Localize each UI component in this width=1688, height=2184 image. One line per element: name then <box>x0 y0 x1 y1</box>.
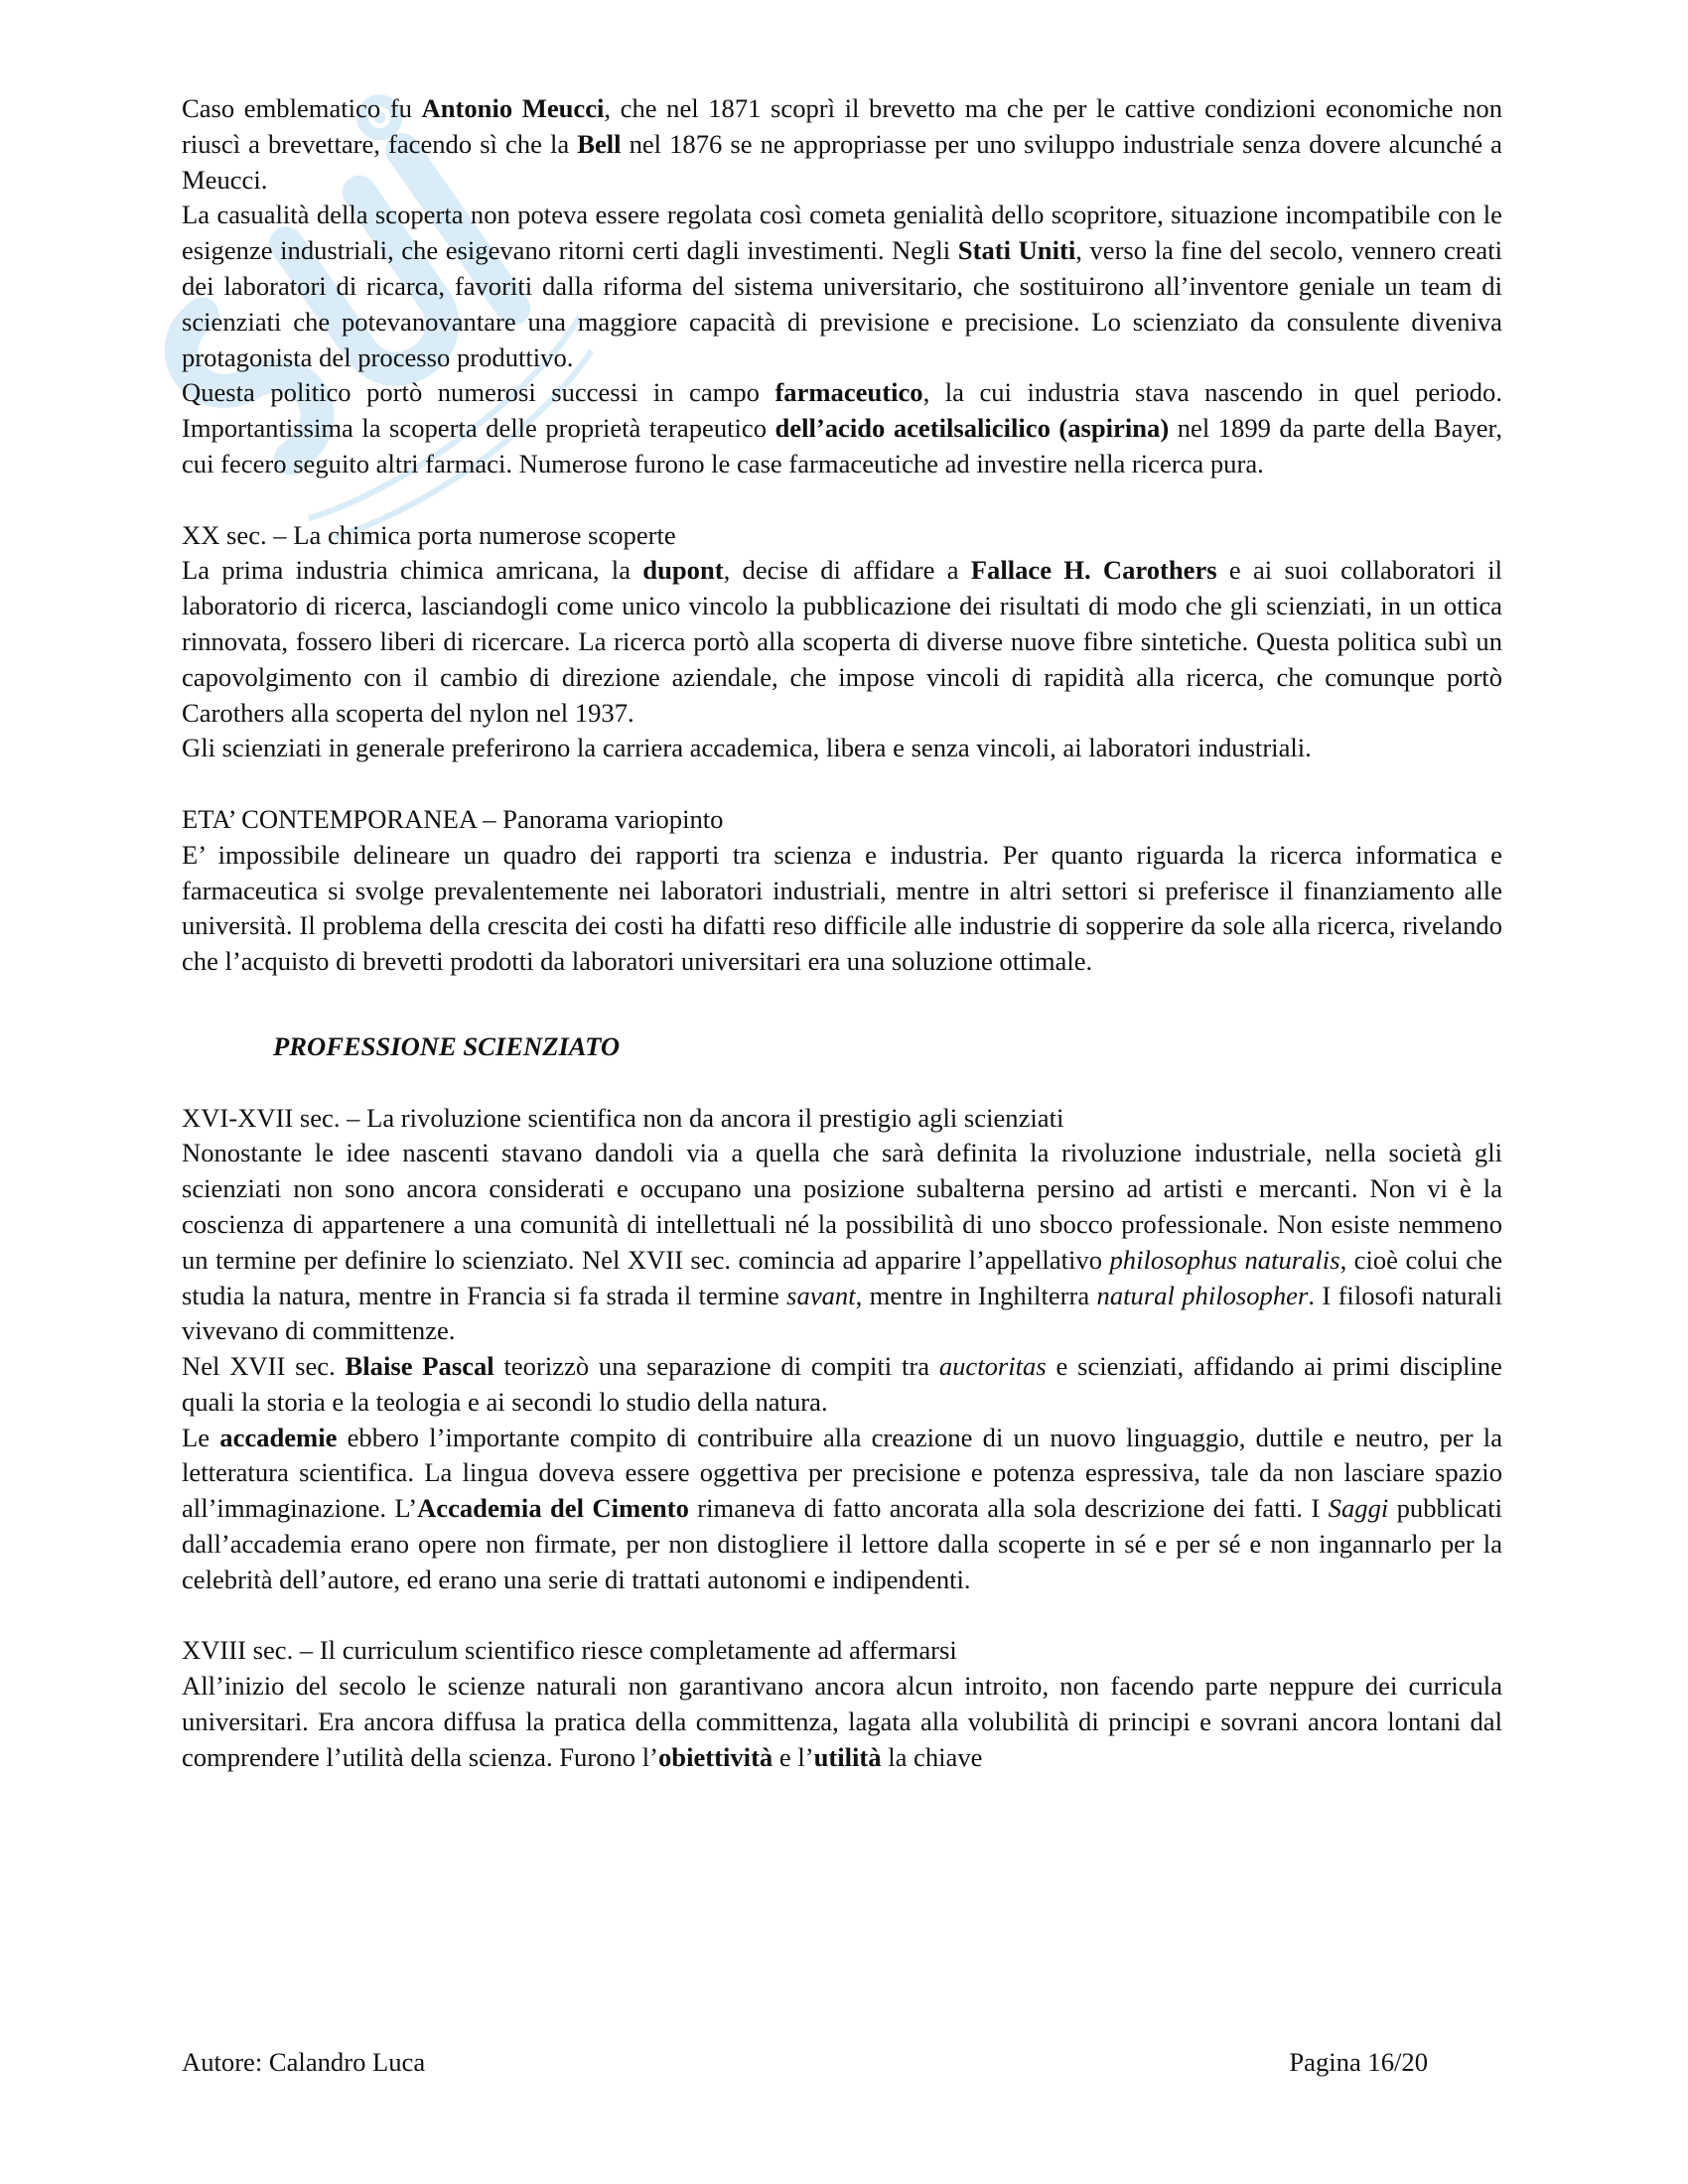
italic-term-savant: savant <box>786 1280 856 1310</box>
footer-page-number: Pagina 16/20 <box>1289 2047 1428 2077</box>
section-title-professione-scienziato: PROFESSIONE SCIENZIATO <box>273 1030 621 1061</box>
bold-term-dupont: dupont <box>642 555 724 586</box>
text-run: e ai suoi collaboratori il laboratorio di ricerca, lasciandogli come unico vincolo la pubblicazione dei risultati di modo che gli scienziati, in un ottica rinnovata, fossero liberi di ricercare. La ricerca portò alla scoperta di diverse nuove fibre sintetiche. Questa politica subì un capovolgimento con il cambio di direzione aziendale, che impose vincoli di rapidità alla ricerca, che comunque portò Carothers alla scoperta del nylon nel 1937. <box>182 555 1502 728</box>
text-run: All’inizio del secolo le scienze naturali non garantivano ancora alcun introito, non facendo parte neppure dei curricula universitari. Era ancora diffusa la pratica della committenza, lagata alla volubilità di principi e sovrani ancora lontani dal comprendere l’utilità della scienza. Furono l’ <box>182 1671 1502 1772</box>
text-run: rimaneva di fatto ancorata alla sola descrizione dei fatti. I <box>688 1493 1329 1524</box>
bold-term-aspirina: dell’acido acetilsalicilico (aspirina) <box>774 413 1170 444</box>
paragraph-scienziati-carriera: Gli scienziati in generale preferirono la carriera accademica, libera e senza vincoli, ai laboratori industriali. <box>182 733 1312 763</box>
text-run: Le <box>182 1422 220 1452</box>
text-run: La casualità della scoperta non poteva essere regolata così cometa genialità dello scopritore, situazione incompatibile con le esigenze industriali, che esigevano ritorni certi dagli investimenti. Negli <box>182 200 1502 266</box>
paragraph-meucci <box>182 91 1502 198</box>
text-run: , che nel 1871 scoprì il brevetto ma che per le cattive condizioni economiche non riuscì a brevettare, facendo sì che la <box>182 93 1502 159</box>
paragraph-farmaceutico <box>182 375 1502 481</box>
text-run: Questa politico portò numerosi successi in campo <box>182 377 775 408</box>
text-run: , verso la fine del secolo, vennero creati dei laboratori di ricarca, favoriti dalla riforma del sistema universitario, che sostituirono all’inventore geniale un team di scienziati che potevanovantare una maggiore capacità di previsione e precisione. Lo scienziato da consulente diveniva protagonista del processo produttivo. <box>182 235 1502 372</box>
bold-term-accademie: accademie <box>219 1422 338 1452</box>
text-run: e l’ <box>773 1741 814 1772</box>
text-run: pubblicati dall’accademia erano opere non firmate, per non distogliere il lettore dalla scoperte in sé e per sé e non ingannarlo per la celebrità dell’autore, ed erano una serie di trattati autonomi e indipendenti. <box>182 1493 1502 1594</box>
bold-term-obiettivita: obiettività <box>658 1741 774 1772</box>
document-body <box>182 91 1502 1776</box>
bold-term-antonio-meucci: Antonio Meucci <box>421 93 605 123</box>
italic-term-auctoritas: auctoritas <box>938 1351 1047 1382</box>
text-run: , mentre in Inghilterra <box>855 1280 1097 1310</box>
italic-term-saggi: Saggi <box>1328 1493 1389 1524</box>
heading-xvi-xvii-sec: XVI-XVII sec. – La rivoluzione scientifica non da ancora il prestigio agli scienziati <box>182 1102 1064 1133</box>
bold-term-utilita: utilità <box>813 1741 882 1772</box>
text-run: Caso emblematico fu <box>182 93 422 123</box>
bold-term-carothers: Fallace H. Carothers <box>970 555 1217 586</box>
heading-xx-sec: XX sec. – La chimica porta numerose scoperte <box>182 519 676 550</box>
bold-term-farmaceutico: farmaceutico <box>774 377 923 408</box>
paragraph-casualita <box>182 198 1502 375</box>
text-run: teorizzò una separazione di compiti tra <box>493 1351 939 1382</box>
text-run: ebbero l’importante compito di contribuire alla creazione di un nuovo linguaggio, duttile e neutro, per la letteratura scientifica. La lingua doveva essere oggettiva per precisione e potenza espressiva, tale da non lasciare spazio all’immaginazione. L’ <box>182 1422 1502 1524</box>
bold-term-bell: Bell <box>577 128 622 159</box>
paragraph-idee-nascenti <box>182 1136 1502 1349</box>
text-run: . I filosofi naturali vivevano di committenze. <box>182 1280 1503 1346</box>
bold-term-blaise-pascal: Blaise Pascal <box>345 1351 494 1382</box>
paragraph-inizio-secolo <box>182 1669 1502 1775</box>
bold-term-stati-uniti: Stati Uniti <box>957 235 1076 266</box>
footer-author: Autore: Calandro Luca <box>182 2047 426 2077</box>
text-run: nel 1899 da parte della Bayer, cui fecero seguito altri farmaci. Numerose furono le case farmaceutiche ad investire nella ricerca pura. <box>182 413 1502 478</box>
text-run: , decise di affidare a <box>723 555 971 586</box>
text-run: nel 1876 se ne appropriasse per uno sviluppo industriale senza dovere alcunché a Meucci. <box>182 128 1502 195</box>
text-run: la chiave <box>881 1741 983 1772</box>
paragraph-accademie <box>182 1421 1502 1598</box>
italic-term-natural-philosopher: natural philosopher <box>1096 1280 1309 1310</box>
paragraph-quadro-rapporti: E’ impossibile delineare un quadro dei rapporti tra scienza e industria. Per quanto riguarda la ricerca informatica e farmaceutica si svolge prevalentemente nei laboratori industriali, mentre in altri settori si preferisce il finanziamento alle università. Il problema della crescita dei costi ha difatti reso difficile alle industrie di sopperire da sole alla ricerca, rivelando che l’acquisto di brevetti prodotti da laboratori universitari era una soluzione ottimale. <box>182 839 1502 977</box>
italic-term-philosophus-naturalis: philosophus naturalis <box>1109 1244 1340 1275</box>
heading-eta-contemporanea: ETA’ CONTEMPORANEA – Panorama variopinto <box>182 803 724 834</box>
paragraph-pascal <box>182 1349 1502 1421</box>
text-run: Nonostante le idee nascenti stavano dandoli via a quella che sarà definita la rivoluzione industriale, nella società gli scienziati non sono ancora considerati e occupano una posizione subalterna persino ad artisti e mercanti. Non vi è la coscienza di appartenere a una comunità di intellettuali né la possibilità di uno sbocco professionale. Non esiste nemmeno un termine per definire lo scienziato. Nel XVII sec. comincia ad apparire l’appellativo <box>182 1138 1502 1275</box>
text-run: Nel XVII sec. <box>182 1351 346 1382</box>
heading-xviii-sec: XVIII sec. – Il curriculum scientifico riesce completamente ad affermarsi <box>182 1635 957 1666</box>
text-run: e scienziati, affidando ai primi discipline quali la storia e la teologia e ai secondi lo studio della natura. <box>182 1351 1502 1417</box>
text-run: , la cui industria stava nascendo in quel periodo. Importantissima la scoperta delle proprietà terapeutico <box>182 377 1502 444</box>
text-run: , cioè colui che studia la natura, mentre in Francia si fa strada il termine <box>182 1244 1503 1310</box>
paragraph-dupont <box>182 553 1502 731</box>
text-run: La prima industria chimica amricana, la <box>182 555 643 586</box>
bold-term-accademia-del-cimento: Accademia del Cimento <box>417 1493 689 1524</box>
page-footer <box>182 2045 1428 2079</box>
